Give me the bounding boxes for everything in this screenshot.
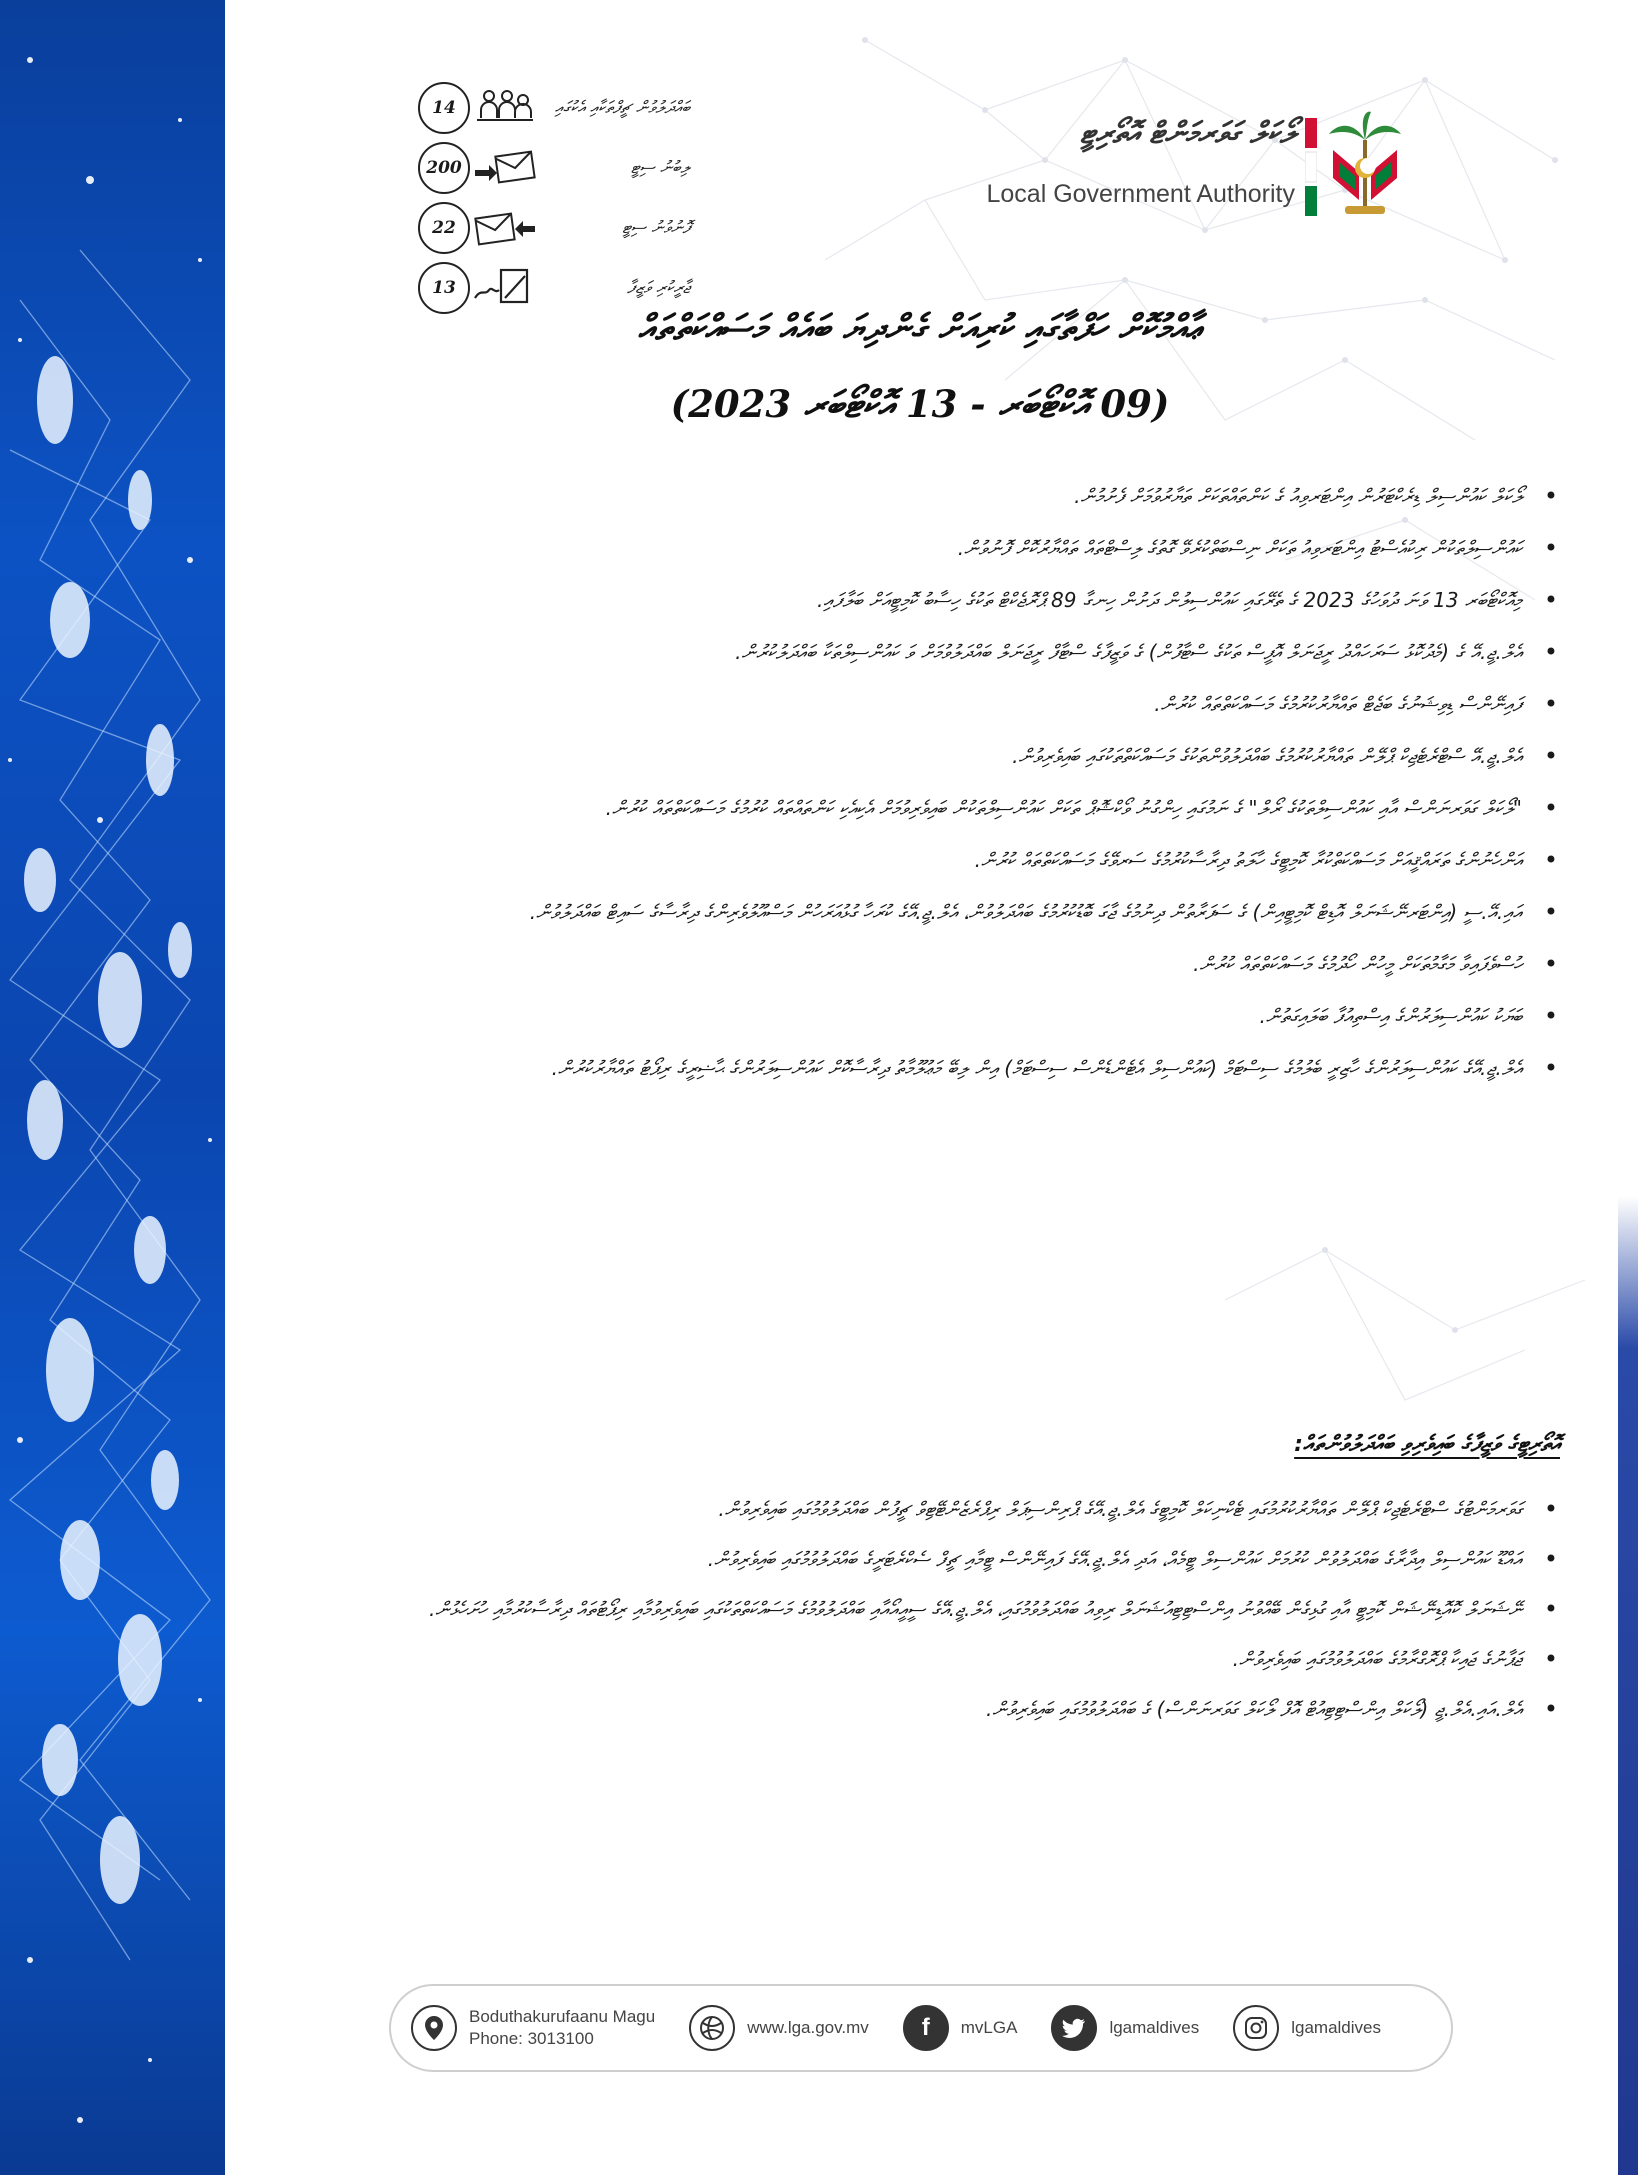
stat-jobs: [418, 262, 690, 314]
stat-label: ޖާރީކުރި ވަޒީފާ: [627, 278, 690, 298]
list-item: • "ލޯކަލް ގަވަރނަންސް އާއި ކައުންސިލްތަކުގެ ރޯލް" ގެ ނަމުގައި ހިންގުނު ވޯކްޝޮޕް ތަކަށް ކައުންސިލްތަކުން ބައިވެރިވުމަށް އެކިއެކި ކަންތައްތައް ކުރުމުގެ މަސައްކަތްތައް ކުރުން.: [370, 788, 1560, 829]
address-text: Boduthakurufaanu Magu: [469, 2007, 656, 2026]
stat-outgoing-mail: [418, 202, 690, 254]
twitter-handle[interactable]: lgamaldives: [1109, 2018, 1200, 2037]
weekly-activities-list: [370, 476, 1560, 1100]
stat-value: 14: [418, 82, 470, 134]
twitter-icon: [1051, 2005, 1097, 2051]
section-heading-text: އޮތޯރިޓީގެ ވަޒީފާގެ ބައިވެރިވި ބައްދަލުވުންތައް:: [1294, 1432, 1560, 1457]
atoll-map-illustration: [0, 0, 225, 2175]
logo-dhivehi-text: ލޯކަލް ގަވަރމަންޓް އޮތޯރިޓީ: [1080, 116, 1295, 151]
meetings-section-heading: [370, 1432, 1560, 1457]
phone-text: Phone: 3013100: [469, 2029, 594, 2048]
website-link[interactable]: www.lga.gov.mv: [747, 2018, 869, 2037]
instagram-handle[interactable]: lgamaldives: [1291, 2018, 1381, 2037]
location-pin-icon: [411, 2005, 457, 2051]
list-item: • ޖަޕާނުގެ ޖައިކާ ޕްރޮގްރާމުގެ ބައްދަލުވުމުގައި ބައިވެރިވުން.: [370, 1639, 1560, 1680]
list-item: • ފައިނޭންސް ޑިވިޝަނުގެ ބަޖެޓް ތައްޔާރުކުރުމުގެ މަސައްކަތްތައް ކުރުން.: [370, 684, 1560, 725]
national-emblem-icon: [1323, 110, 1407, 220]
footer-address: [411, 2005, 655, 2051]
facebook-icon: f: [903, 2005, 949, 2051]
list-item: • ނޭޝަނަލް ކޮއޮޑިނޭޝަން ކޮމިޓީ އާއި ގުޅިގެން ބޭއްވުނު އިންސްޓިޓިއުޝަނަލް ރިވިއު ބައްދަލުވުމުގައި، އެލް.ޖީ.އޭގެ ސީއީއޯއާއި ބައްދަލުވުމުގެ މަސައްކަތްތަކުގައި ބައިވެރިވުމާއި ރިޕޯޓުތައް ދިރާސާކުރުމާއި ހުށަހެޅުން.: [370, 1589, 1560, 1630]
stat-label: ލިބުނު ސިޓީ: [630, 158, 690, 178]
incoming-mail-icon: [470, 146, 540, 190]
stat-incoming-mail: [418, 142, 690, 194]
facebook-handle[interactable]: mvLGA: [960, 2018, 1018, 2037]
page-subtitle-date-range: (09 އޮކްޓޯބަރ - 13 އޮކްޓޯބަރ 2023): [670, 382, 1170, 426]
outgoing-mail-icon: [470, 206, 540, 250]
meetings-list: [370, 1489, 1560, 1739]
list-item: • ހުސްވެފައިވާ މަގާމުތަކަށް މީހުން ހޯދުމުގެ މަސައްކަތްތައް ކުރުން.: [370, 944, 1560, 985]
signature-icon: [470, 266, 540, 310]
stat-value: 22: [418, 202, 470, 254]
list-item: • ކައުންސިލްތަކުން ރިކުއެސްޓު އިންޓަރވިއު ތަކަށް ނިސްބަތްކުރެވޭ ގޮތުގެ ލިސްޓްތައް ތައްޔާރުކޮށް ފޮނުވުން.: [370, 528, 1560, 569]
footer-twitter[interactable]: [1051, 2005, 1199, 2051]
footer-facebook[interactable]: [903, 2005, 1018, 2051]
list-item: • އެލް.ޖީ.އޭ ގެ (މެދުކޮޅު ސަރަހައްދު ރީޖަނަލް އޮފީސް ތަކުގެ ސްޓާފުން) ގެ ވަޒީފާގެ ސްޓާފް ރީޖަނަލް ބައްދަލުވުމަށް ވަ ކައުންސިލްތަކާ ބައްދަލުކުރުން.: [370, 632, 1560, 673]
flag-stripe-icon: [1305, 118, 1317, 216]
lga-logo: [945, 110, 1415, 220]
list-item: • އެލް.ޖީ.އޭގެ ކައުންސިލަރުންގެ ހާޒިރީ ބެލުމުގެ ސިސްޓަމް (ކައުންސިލް އެޓެންޑެންސް ސިސްޓަމް) އިން ލިބޭ މަޢުލޫމާތު ދިރާސާކޮށް ކައުންސިލަރުންގެ ޙާޟިރީގެ ރިޕޯޓު ތައްޔާރުކުރުން.: [370, 1048, 1560, 1089]
list-item: • އެލް.ޖީ.އޭ ސްޓްރެޓެޖިކް ޕްލޭން ތައްޔާރުކުރުމުގެ ބައްދަލުވުންތަކުގެ މަސައްކަތްތަކުގައި ބައިވެރިވުން.: [370, 736, 1560, 777]
stat-meetings: [418, 82, 690, 134]
globe-icon: [689, 2005, 735, 2051]
instagram-icon: [1233, 2005, 1279, 2051]
list-item: • އައި.އޭ.ސީ (އިންޓަރނޭޝަނަލް އޮޑިޓް ކޮމިޓީއިން) ގެ ސަފަރާތުން ދިނުމުގެ ޖާގަ ބޮޑުކުރުމުގެ ބައްދަލުވުން، އެލް.ޖީ.އޭގެ ކުރަހާ ގުޅުއަރަހުން މަސްއޫލުވެރިންގެ ދިރާސާގެ ސައިޓް ބައްދަލުވުން.: [370, 892, 1560, 933]
stat-label: ފޮނުވުނު ސިޓީ: [622, 218, 690, 238]
list-item: • މިއޮކްޓޯބަރ 13 ވަނަ ދުވަހުގެ 2023 ގެ ތެރޭގައި ކައުންސިލުން ދަށުން ހިނގާ 89 ޕްރޮޖެކްޓް ތަކުގެ ހިސާބު ކޮމިޓީއަށް ބަލާފައި.: [370, 580, 1560, 621]
footer-website[interactable]: [689, 2005, 869, 2051]
stat-label: ބައްދަލުވުން ޗީފްތަކާއި އެކުގައި: [554, 98, 690, 118]
stat-value: 13: [418, 262, 470, 314]
list-item: • އައްޑޫ ކައުންސިލް އިދާރާގެ ބައްދަލުވުން ކުރުމަށް ކައުންސިލް ޓީމެއް، އަދި އެލް.ޖީ.އޭގެ ފައިނޭންސް ޓީމާއި ޗީފް ސެކްރެޓަރީގެ ބައްދަލުވުމުގައި ބައިވެރިވުން.: [370, 1539, 1560, 1580]
stat-value: 200: [418, 142, 470, 194]
logo-english-text: Local Government Authority: [986, 180, 1295, 208]
decorative-map-panel: [0, 0, 225, 2175]
list-item: • ގަވަރމަންޓުގެ ސްޓްރެޓެޖިކް ޕްލޭން ތައްޔާރުކުރުމުގައި ޓެކްނިކަލް ކޮމިޓީގެ އެލް.ޖީ.އޭގެ ޕްރިންސިޕަލް ރިޕްރެޒެންޓޭޓިވް ޗީފުން ބައްދަލުވުމުގައި ބައިވެރިވުން.: [370, 1489, 1560, 1530]
list-item: • ބަޔަކު ކައުންސިލަރުންގެ އިސްތިއުފާ ބަލައިގަތުން.: [370, 996, 1560, 1037]
list-item: • އަންހެނުންގެ ތަރައްޤީއަށް މަސައްކަތްކުރާ ކޮމިޓީގެ ހާލަތު ދިރާސާކުރުމުގެ ސަރވޭގެ މަސައްކަތްތައް ކުރުން.: [370, 840, 1560, 881]
list-item: • ލޯކަލް ކައުންސިލް ޑިރެކްޓަރުން އިންޓަރވިއު ގެ ކަންތައްތަކަށް ތަޔާރުވުމަށް ފެށުމުން.: [370, 476, 1560, 517]
meeting-icon: [470, 86, 540, 130]
right-decorative-strip: [1618, 0, 1638, 2175]
list-item: • އެލް.އައި.އެލް.ޖީ (ލޯކަލް އިންސްޓިޓިއުޓް އޮފް ލޯކަލް ގަވަރނަންސް) ގެ ބައްދަލުވުމުގައި ބައިވެރިވުން.: [370, 1689, 1560, 1730]
footer-instagram[interactable]: [1233, 2005, 1381, 2051]
contact-footer: [389, 1984, 1453, 2072]
page-title: ޢާއްމުކޮށް ހަފްތާގައި ކުރިއަށް ގެންދިޔަ ބައެއް މަސައްކަތްތައް: [637, 308, 1202, 349]
